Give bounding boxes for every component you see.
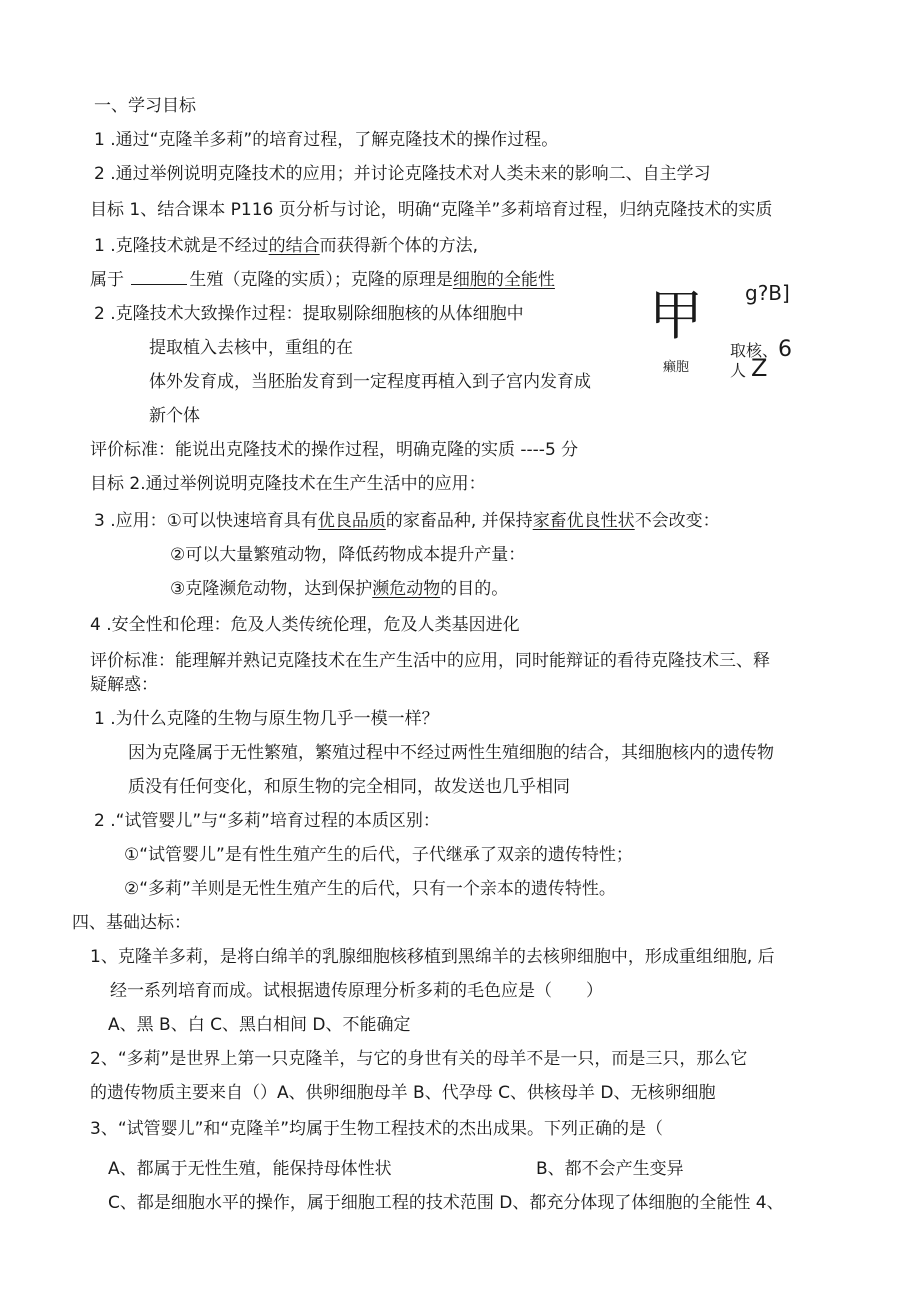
clone-essence-pre: 属于 [90, 270, 124, 290]
clone-essence [90, 268, 555, 292]
procedure-line-2: 提取植入去核中，重组的在 [149, 338, 353, 358]
test-3-option-a: A、都属于无性生殖，能保持母体性状 [108, 1159, 392, 1179]
fill-in-blank [131, 268, 187, 285]
figure-six: 6 [778, 337, 793, 362]
clone-definition-pre: 1 .克隆技术就是不经过 [94, 236, 269, 256]
objective-1: 1 .通过“克隆羊多莉”的培育过程，了解克隆技术的操作过程。 [94, 130, 559, 150]
question-2: 2 .“试管婴儿”与“多莉”培育过程的本质区别： [94, 811, 440, 831]
test-3-question: 3、“试管婴儿”和“克隆羊”均属于生物工程技术的杰出成果。下列正确的是（ [90, 1119, 664, 1139]
question-1: 1 .为什么克隆的生物与原生物几乎一模一样？ [94, 709, 439, 729]
clone-principle-answer: 细胞的全能性 [452, 270, 555, 290]
application-1 [94, 509, 720, 533]
figure-label-ren: 人 [730, 361, 747, 380]
procedure-line-3: 体外发育成，当胚胎发育到一定程度再植入到子宫内发育成 [149, 372, 591, 392]
test-2-line-2: 的遗传物质主要来自（）A、供卵细胞母羊 B、代孕母 C、供核母羊 D、无核卵细胞 [90, 1083, 716, 1103]
test-1-line-1: 1、克隆羊多莉，是将白绵羊的乳腺细胞核移植到黑绵羊的去核卵细胞中，形成重组细胞, 后 [90, 947, 775, 967]
evaluation-1: 评价标准：能说出克隆技术的操作过程，明确克隆的实质 ----5 分 [90, 440, 579, 460]
procedure-line-4: 新个体 [149, 406, 200, 426]
answer-2-line-1: ①“试管婴儿”是有性生殖产生的后代，子代继承了双亲的遗传特性； [124, 845, 633, 865]
answer-1-line-2: 质没有任何变化，和原生物的完全相同，故发送也几乎相同 [128, 777, 570, 797]
goal-2: 目标 2.通过举例说明克隆技术在生产生活中的应用： [90, 474, 486, 494]
application-1-answer-2: 家畜优良性状 [532, 511, 635, 531]
section-4-heading: 四、基础达标： [72, 913, 191, 933]
figure-label-z: Z [751, 354, 768, 382]
test-1-options: A、黑 B、白 C、黑白相间 D、不能确定 [108, 1015, 411, 1035]
test-3-option-b: B、都不会产生变异 [536, 1159, 684, 1179]
evaluation-2-line-2: 疑解惑： [90, 675, 158, 695]
application-3 [170, 577, 508, 601]
clone-definition-answer: 的结合 [268, 236, 320, 256]
application-1-post: 不会改变： [634, 511, 720, 531]
application-3-pre: ③克隆濒危动物，达到保护 [170, 579, 373, 599]
safety-ethics: 4 .安全性和伦理：危及人类传统伦理，危及人类基因进化 [90, 615, 520, 635]
application-3-post: 的目的。 [440, 579, 509, 599]
figure-quhe-text: 取核、 [730, 341, 779, 360]
test-2-line-1: 2、“多莉”是世界上第一只克隆羊，与它的身世有关的母羊不是一只，而是三只，那么它 [90, 1049, 748, 1069]
evaluation-2-line-1: 评价标准：能理解并熟记克隆技术在生产生活中的应用，同时能辩证的看待克隆技术三、释 [90, 651, 770, 671]
test-3-options-cd: C、都是细胞水平的操作，属于细胞工程的技术范围 D、都充分体现了体细胞的全能性 4、 [108, 1193, 784, 1213]
goal-1: 目标 1、结合课本 P116 页分析与讨论，明确“克隆羊”多莉培育过程，归纳克隆技术的实质 [90, 200, 773, 220]
application-1-answer-1: 优良品质 [317, 511, 386, 531]
section-1-heading: 一、学习目标 [94, 96, 196, 116]
clone-essence-mid: 生殖（克隆的实质）；克隆的原理是 [189, 270, 453, 290]
application-3-answer: 濒危动物 [372, 579, 441, 599]
figure-label-gb: g?B] [745, 281, 790, 305]
answer-2-line-2: ②“多莉”羊则是无性生殖产生的后代，只有一个亲本的遗传特性。 [124, 879, 616, 899]
application-2: ②可以大量繁殖动物，降低药物成本提升产量： [170, 545, 526, 565]
test-1-line-2: 经一系列培育而成。试根据遗传原理分析多莉的毛色应是（ ） [110, 981, 603, 1001]
procedure-line-1: 2 .克隆技术大致操作过程：提取剔除细胞核的从体细胞中 [94, 304, 524, 324]
objective-2: 2 .通过举例说明克隆技术的应用；并讨论克隆技术对人类未来的影响二、自主学习 [94, 164, 711, 184]
figure-label-cell: 癞胞 [663, 360, 690, 375]
application-1-pre: 3 .应用：①可以快速培育具有 [94, 511, 318, 531]
answer-1-line-1: 因为克隆属于无性繁殖，繁殖过程中不经过两性生殖细胞的结合，其细胞核内的遗传物 [128, 743, 774, 763]
figure-label-jia: 甲 [649, 284, 703, 347]
clone-definition-post: 而获得新个体的方法, [319, 236, 479, 256]
application-1-mid: 的家畜品种, 并保持 [385, 511, 533, 531]
clone-definition [94, 234, 478, 258]
